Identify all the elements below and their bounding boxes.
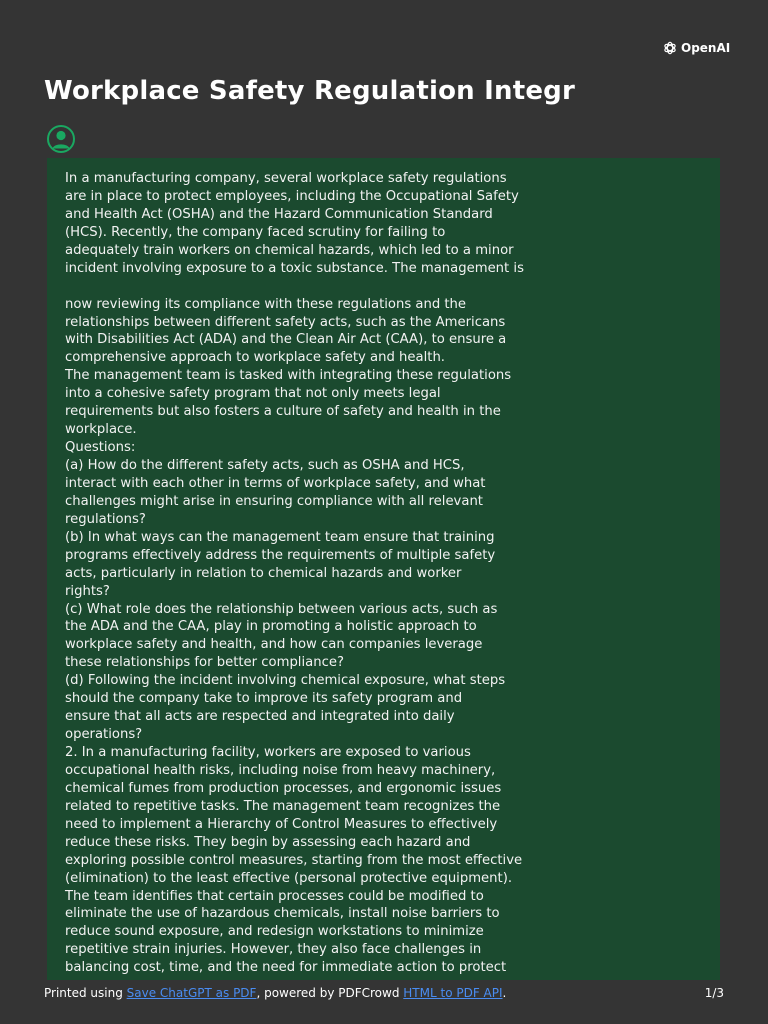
message-line: chemical fumes from production processes, and ergonomic issues bbox=[65, 780, 502, 796]
message-text bbox=[65, 170, 535, 977]
message-line: programs effectively address the requirements of multiple safety bbox=[65, 547, 496, 563]
message-line: (HCS). Recently, the company faced scrutiny for failing to bbox=[65, 224, 446, 240]
message-line: incident involving exposure to a toxic substance. The management is bbox=[65, 260, 524, 276]
message-line: should the company take to improve its safety program and bbox=[65, 691, 463, 707]
openai-logo-icon bbox=[662, 40, 678, 56]
message-line: (d) Following the incident involving chemical exposure, what steps bbox=[65, 673, 506, 689]
message-line: interact with each other in terms of workplace safety, and what bbox=[65, 475, 486, 491]
message-line: acts, particularly in relation to chemical hazards and worker bbox=[65, 565, 462, 581]
message-line: comprehensive approach to workplace safety and health. bbox=[65, 350, 445, 366]
message-line: (b) In what ways can the management team ensure that training bbox=[65, 529, 495, 545]
message-line: eliminate the use of hazardous chemicals, install noise barriers to bbox=[65, 906, 500, 922]
message-line: (elimination) to the least effective (personal protective equipment). bbox=[65, 870, 513, 886]
page-number: 1/3 bbox=[704, 986, 724, 1000]
message-line bbox=[65, 278, 535, 296]
message-line: operations? bbox=[65, 727, 143, 743]
message-line: repetitive strain injuries. However, they also face challenges in bbox=[65, 942, 482, 958]
message-line: Questions: bbox=[65, 440, 136, 456]
message-line: balancing cost, time, and the need for immediate action to protect bbox=[65, 960, 507, 976]
message-line: are in place to protect employees, including the Occupational Safety bbox=[65, 188, 519, 204]
openai-brand bbox=[662, 40, 730, 56]
message-line: reduce sound exposure, and redesign workstations to minimize bbox=[65, 924, 484, 940]
message-line: with Disabilities Act (ADA) and the Clean Air Act (CAA), to ensure a bbox=[65, 332, 507, 348]
message-line: The team identifies that certain processes could be modified to bbox=[65, 888, 484, 904]
message-line: reduce these risks. They begin by assessing each hazard and bbox=[65, 834, 471, 850]
message-line: need to implement a Hierarchy of Control Measures to effectively bbox=[65, 816, 498, 832]
message-line: occupational health risks, including noise from heavy machinery, bbox=[65, 762, 496, 778]
message-line: 2. In a manufacturing facility, workers are exposed to various bbox=[65, 745, 471, 760]
message-line: The management team is tasked with integrating these regulations bbox=[65, 368, 512, 384]
message-line: workplace safety and health, and how can companies leverage bbox=[65, 637, 483, 653]
message-line: challenges might arise in ensuring compliance with all relevant bbox=[65, 493, 483, 509]
footer-credit bbox=[44, 986, 506, 1000]
message-line: adequately train workers on chemical hazards, which led to a minor bbox=[65, 242, 514, 258]
message-line: the ADA and the CAA, play in promoting a holistic approach to bbox=[65, 619, 477, 635]
message-line: these relationships for better compliance? bbox=[65, 655, 344, 671]
message-line: regulations? bbox=[65, 511, 146, 527]
openai-brand-name: OpenAI bbox=[681, 41, 731, 55]
save-chatgpt-pdf-link[interactable]: Save ChatGPT as PDF bbox=[126, 986, 257, 1000]
message-line: (c) What role does the relationship between various acts, such as bbox=[65, 601, 498, 617]
message-line: exploring possible control measures, starting from the most effective bbox=[65, 852, 523, 868]
print-footer bbox=[44, 986, 724, 1000]
message-line: into a cohesive safety program that not only meets legal bbox=[65, 386, 441, 402]
footer-suffix: . bbox=[502, 986, 507, 1000]
page-title: Workplace Safety Regulation Integr bbox=[44, 76, 576, 106]
message-line: relationships between different safety acts, such as the Americans bbox=[65, 314, 506, 330]
message-line: related to repetitive tasks. The management team recognizes the bbox=[65, 798, 501, 814]
footer-prefix: Printed using bbox=[44, 986, 127, 1000]
message-line: ensure that all acts are respected and integrated into daily bbox=[65, 709, 455, 725]
footer-middle: , powered by PDFCrowd bbox=[256, 986, 404, 1000]
message-line: rights? bbox=[65, 583, 110, 599]
message-line: In a manufacturing company, several workplace safety regulations bbox=[65, 171, 507, 186]
message-line: now reviewing its compliance with these regulations and the bbox=[65, 296, 467, 312]
message-line: requirements but also fosters a culture of safety and health in the bbox=[65, 404, 501, 420]
message-line: and Health Act (OSHA) and the Hazard Communication Standard bbox=[65, 206, 493, 222]
html-to-pdf-api-link[interactable]: HTML to PDF API bbox=[403, 986, 503, 1000]
user-avatar-icon bbox=[46, 124, 76, 154]
user-message bbox=[47, 158, 720, 980]
message-line: workplace. bbox=[65, 422, 137, 438]
message-line: (a) How do the different safety acts, such as OSHA and HCS, bbox=[65, 458, 465, 473]
